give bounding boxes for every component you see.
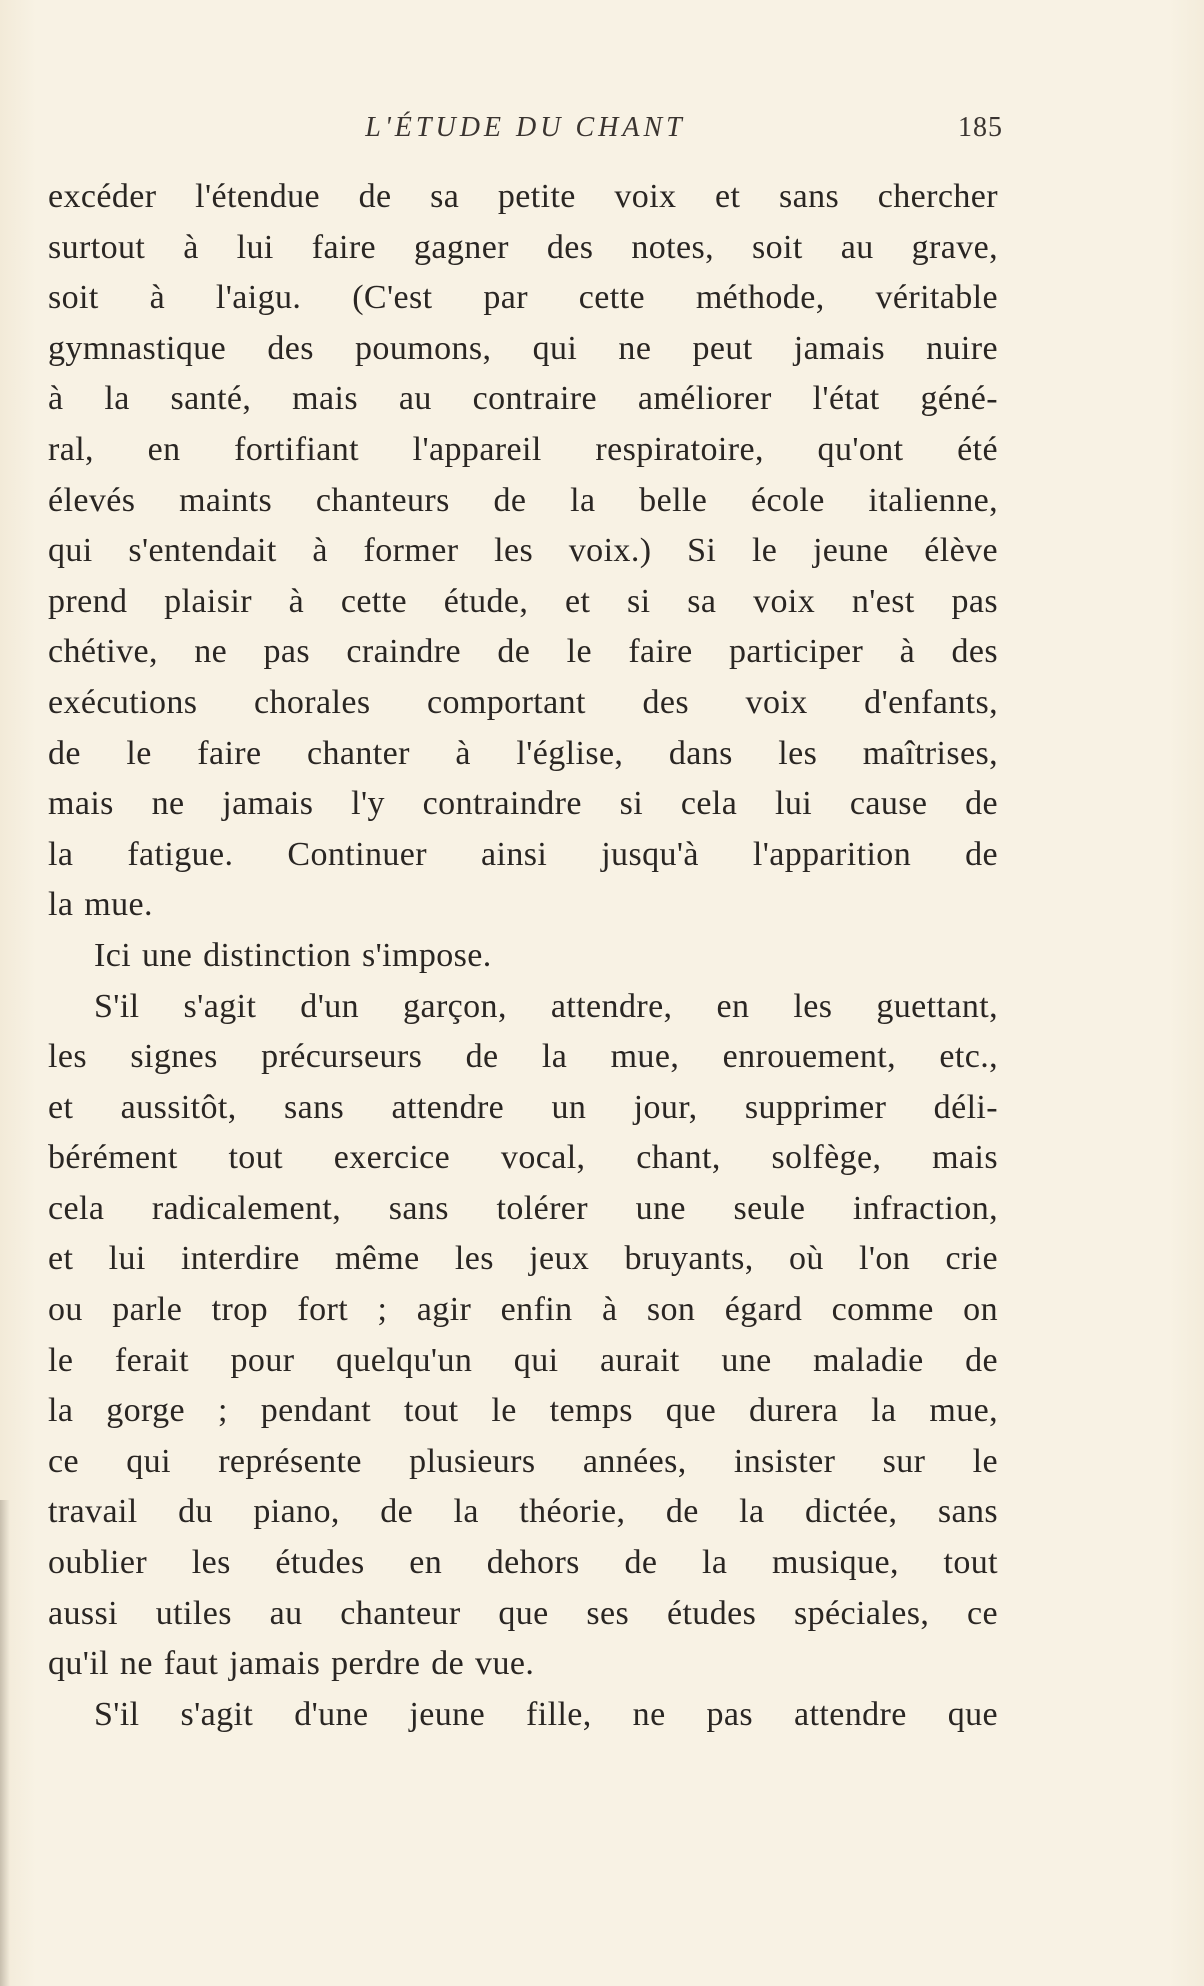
- text-line: et lui interdire même les jeux bruyants, où l'on crie: [48, 1240, 998, 1278]
- text-line: bérément tout exercice vocal, chant, solfège, mais: [48, 1139, 998, 1177]
- running-head: [48, 112, 1003, 152]
- page-number: 185: [958, 112, 1003, 143]
- text-line: Ici une distinction s'impose.: [94, 936, 492, 974]
- text-line: les signes précurseurs de la mue, enrouement, etc.,: [48, 1038, 998, 1076]
- text-line: chétive, ne pas craindre de le faire participer à des: [48, 633, 998, 671]
- text-line: soit à l'aigu. (C'est par cette méthode, véritable: [48, 279, 998, 317]
- text-line: ce qui représente plusieurs années, insister sur le: [48, 1442, 998, 1480]
- text-line: la gorge ; pendant tout le temps que durera la mue,: [48, 1392, 998, 1430]
- text-line: la fatigue. Continuer ainsi jusqu'à l'apparition de: [48, 835, 998, 873]
- text-line: mais ne jamais l'y contraindre si cela lui cause de: [48, 785, 998, 823]
- text-line: travail du piano, de la théorie, de la dictée, sans: [48, 1493, 998, 1531]
- text-line: gymnastique des poumons, qui ne peut jamais nuire: [48, 329, 998, 367]
- text-line: ral, en fortifiant l'appareil respiratoire, qu'ont été: [48, 430, 998, 468]
- running-title: L'ÉTUDE DU CHANT: [365, 112, 686, 143]
- text-line: exécutions chorales comportant des voix d'enfants,: [48, 683, 998, 721]
- text-line: et aussitôt, sans attendre un jour, supprimer déli-: [48, 1088, 998, 1126]
- text-line: qui s'entendait à former les voix.) Si le jeune élève: [48, 532, 998, 570]
- text-line: à la santé, mais au contraire améliorer l'état géné-: [48, 380, 998, 418]
- text-line: la mue.: [48, 886, 153, 924]
- body-text: [48, 172, 998, 1740]
- text-line: excéder l'étendue de sa petite voix et sans chercher: [48, 178, 998, 215]
- text-line: ou parle trop fort ; agir enfin à son égard comme on: [48, 1291, 998, 1329]
- text-line: oublier les études en dehors de la musique, tout: [48, 1544, 998, 1582]
- text-line: aussi utiles au chanteur que ses études spéciales, ce: [48, 1594, 998, 1632]
- text-line: cela radicalement, sans tolérer une seule infraction,: [48, 1189, 998, 1227]
- text-line: de le faire chanter à l'église, dans les maîtrises,: [48, 734, 998, 772]
- text-line: S'il s'agit d'une jeune fille, ne pas attendre que: [94, 1695, 998, 1733]
- text-line: surtout à lui faire gagner des notes, soit au grave,: [48, 228, 998, 266]
- text-line: prend plaisir à cette étude, et si sa voix n'est pas: [48, 582, 998, 620]
- binding-shadow: [0, 1500, 10, 1986]
- text-line: S'il s'agit d'un garçon, attendre, en les guettant,: [94, 987, 998, 1025]
- text-line: qu'il ne faut jamais perdre de vue.: [48, 1645, 535, 1683]
- text-line: le ferait pour quelqu'un qui aurait une maladie de: [48, 1341, 998, 1379]
- text-line: élevés maints chanteurs de la belle école italienne,: [48, 481, 998, 519]
